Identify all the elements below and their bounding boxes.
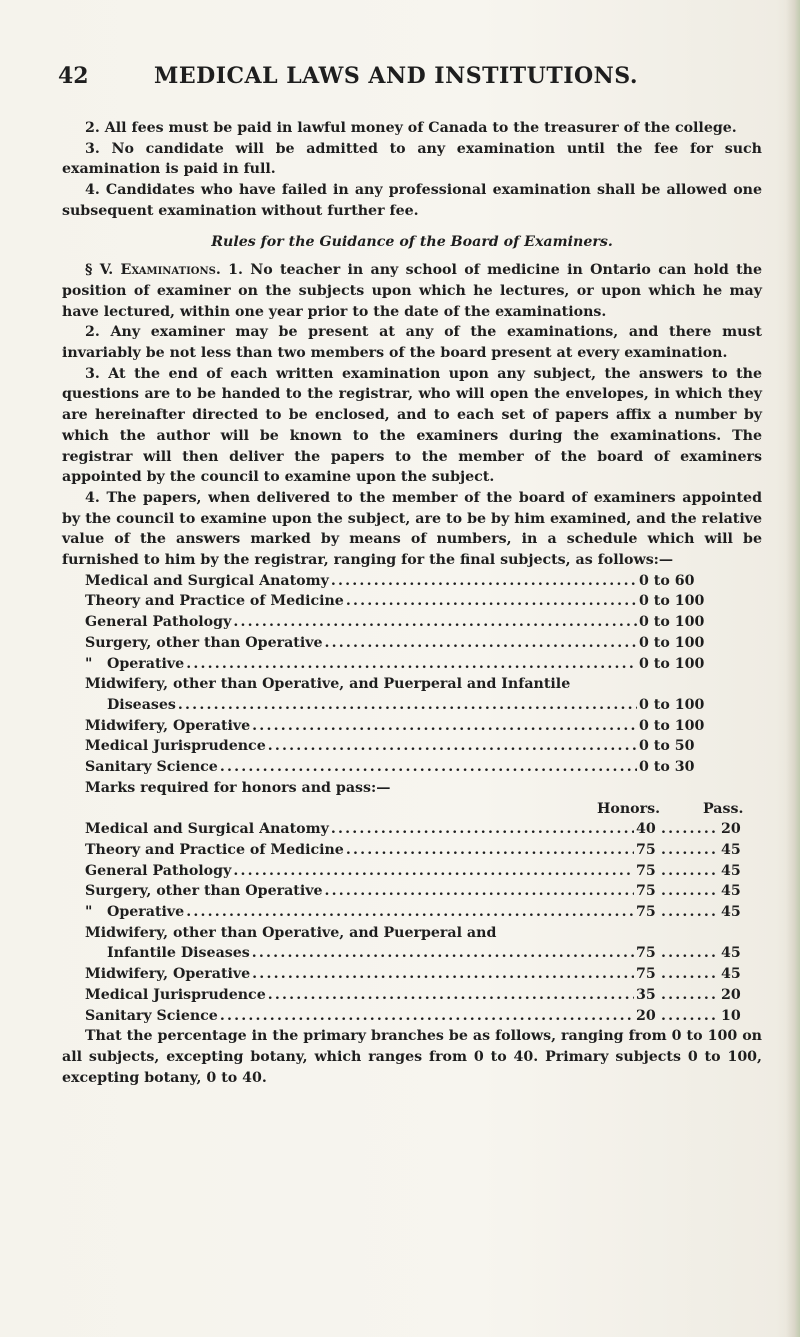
honors-header: Honors.	[597, 800, 661, 817]
table-row: Medical Jurisprudence ..... 0 to 50	[85, 736, 717, 757]
rules-heading: Rules for the Guidance of the Board of Examiners.	[211, 233, 613, 250]
table-row: Theory and Practice of Medicine ..... 75 ..... 45	[85, 840, 745, 861]
table-row: " Operative ..... 75 ..... 45	[85, 902, 745, 923]
table-row: Medical Jurisprudence ..... 35 ..... 20	[85, 985, 745, 1006]
paragraph-fees: 2. All fees must be paid in lawful money of Canada to the treasurer of the college.	[85, 120, 737, 136]
pass-header: Pass.	[703, 800, 744, 817]
page-number: 42	[58, 63, 89, 89]
table-row: Midwifery, other than Operative, and Puerperal and	[85, 924, 497, 941]
section-mark: § V.	[85, 262, 114, 279]
ditto-mark: "	[85, 904, 93, 920]
running-head	[58, 63, 758, 91]
closing-paragraph: That the percentage in the primary branches be as follows, ranging from 0 to 100 on all subjects, excepting botany, which ranges from 0 to 40. Primary subjects 0 to 100, excepting botany, 0 to 40.	[62, 1028, 762, 1086]
section-v-paragraph-1	[62, 260, 762, 322]
honors-pass-table	[85, 799, 745, 1027]
table-row: Medical and Surgical Anatomy ..... 40 ..... 20	[85, 819, 745, 840]
section-v-paragraph-3: 3. At the end of each written examination upon any subject, the answers to the questions are to be handed to the registrar, who will open the envelopes, in which they are hereinafter directed to be enclosed, and to each set of papers affix a number by which the author will be known to the examiners during the examinations. The registrar will then deliver the papers to the member of the board of examiners appointed by the council to examine upon the subject.	[62, 365, 762, 486]
table-row: Theory and Practice of Medicine ..... 0 to 100	[85, 591, 717, 612]
body-text	[62, 118, 762, 1088]
honors-pass-header	[85, 799, 745, 820]
table-row: General Pathology ..... 0 to 100	[85, 612, 717, 633]
marks-intro-line	[85, 778, 717, 799]
paragraph-admission: 3. No candidate will be admitted to any examination until the fee for such examination is paid in full.	[62, 140, 762, 178]
table-row: General Pathology ..... 75 ..... 45	[85, 861, 745, 882]
table-row: Midwifery, other than Operative, and Puerperal and Infantile	[85, 676, 571, 693]
marks-range-table	[85, 571, 717, 778]
paragraph-failed-candidates: 4. Candidates who have failed in any professional examination shall be allowed one subsequent examination without further fee.	[62, 182, 762, 219]
running-title: MEDICAL LAWS AND INSTITUTIONS.	[154, 63, 639, 89]
ditto-mark: "	[85, 655, 93, 672]
page-edge	[786, 0, 800, 1337]
section-v-paragraph-2: 2. Any examiner may be present at any of the examinations, and there must invariably be not less than two members of the board present at every examination.	[62, 324, 762, 362]
table-row: Sanitary Science ..... 0 to 30	[85, 757, 717, 778]
table-row: Midwifery, Operative ..... 0 to 100	[85, 716, 717, 737]
table-row: " Operative ..... 0 to 100	[85, 654, 717, 675]
table-row: Midwifery, Operative ..... 75 ..... 45	[85, 964, 745, 985]
table-row: Infantile Diseases ..... 75 ..... 45	[85, 943, 745, 964]
section-p1-text: 1. No teacher in any school of medicine in Ontario can hold the position of examiner on the subjects upon which he lectures, or upon which he may have lectured, within one year prior to the date of the examinations.	[62, 262, 762, 320]
table-row: Medical and Surgical Anatomy ..... 0 to 60	[85, 571, 717, 592]
marks-intro: Marks required for honors and pass:—	[85, 779, 391, 796]
table-row: Surgery, other than Operative ..... 75 ..... 45	[85, 881, 745, 902]
table-row: Sanitary Science ..... 20 ..... 10	[85, 1006, 745, 1027]
section-title: Examinations.	[120, 262, 221, 279]
table-row: Surgery, other than Operative ..... 0 to 100	[85, 633, 717, 654]
table-row: Diseases ..... 0 to 100	[85, 695, 717, 716]
section-v-paragraph-4: 4. The papers, when delivered to the member of the board of examiners appointed by the council to examine upon the subject, are to be by him examined, and the relative value of the answers marked by means of numbers, in a schedule which will be furnished to him by the registrar, ranging for the final subjects, as follows:—	[62, 489, 762, 569]
